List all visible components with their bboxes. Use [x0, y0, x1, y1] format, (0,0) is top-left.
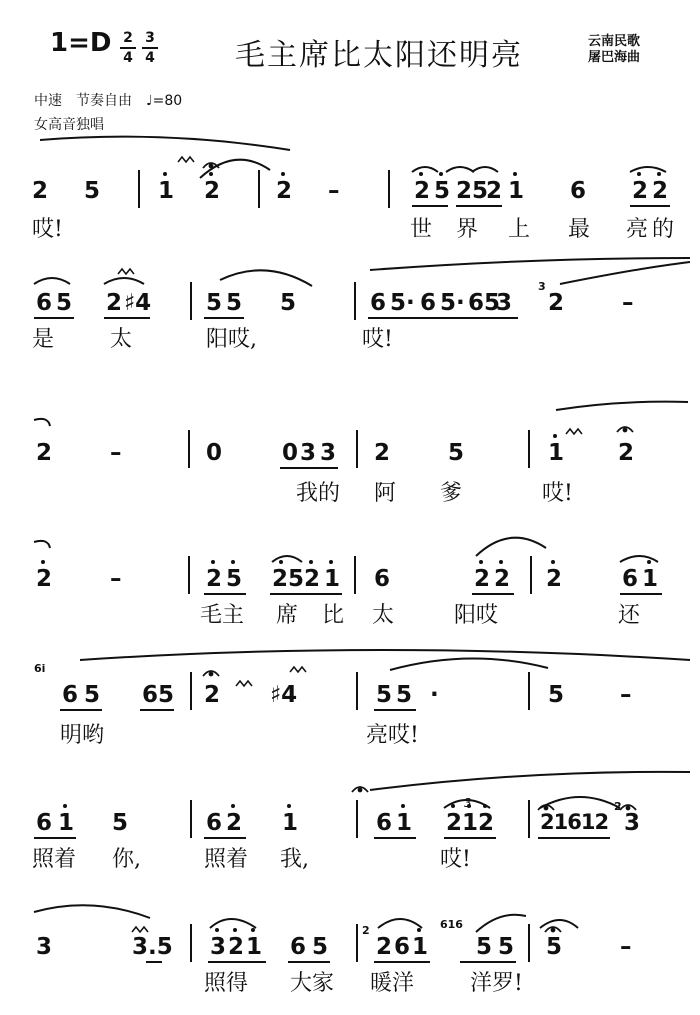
lyric: 我的 [296, 481, 341, 506]
note: 5· [390, 290, 415, 316]
barline [528, 672, 530, 710]
high-dot [451, 804, 455, 808]
barline [190, 672, 192, 710]
note: 2 [414, 178, 431, 204]
barline [528, 430, 530, 468]
note: 1 [412, 934, 429, 960]
note: 2 [226, 810, 243, 836]
lyric: 亮 [626, 217, 649, 242]
barline [528, 924, 530, 962]
note: 2 [376, 934, 393, 960]
high-dot [215, 928, 219, 932]
note: 6 [62, 682, 79, 708]
lyric: 阳哎, [206, 327, 257, 352]
barline [188, 556, 190, 594]
underline [204, 317, 244, 319]
barline [530, 556, 532, 594]
note: 6 [36, 290, 53, 316]
barline [356, 924, 358, 962]
note: 2 [474, 566, 491, 592]
note: 6 [622, 566, 639, 592]
grace-note: 6i [34, 662, 46, 675]
lyric: 的 [652, 217, 675, 242]
high-dot [401, 804, 405, 808]
note: 5 [546, 934, 563, 960]
note: 6 [370, 290, 387, 316]
high-dot [657, 172, 661, 176]
note: 1 [462, 810, 479, 836]
lyric: 明哟 [60, 723, 105, 748]
note: 5 [548, 682, 565, 708]
lyric: 哎! [440, 847, 471, 872]
barline [188, 430, 190, 468]
high-dot [417, 928, 421, 932]
note: 2 [618, 440, 635, 466]
high-dot [281, 172, 285, 176]
barline [356, 430, 358, 468]
lyric: 比 [322, 603, 345, 628]
high-dot [309, 560, 313, 564]
lyric: 界 [456, 217, 479, 242]
note: 1 [324, 566, 341, 592]
note: 65 [468, 290, 501, 316]
note: 25 [272, 566, 305, 592]
underline [374, 961, 430, 963]
underline [620, 593, 662, 595]
barline [354, 282, 356, 320]
note: 2 [36, 566, 53, 592]
barline [190, 800, 192, 838]
high-dot [251, 928, 255, 932]
note: 2 [206, 566, 223, 592]
underline [60, 709, 102, 711]
high-dot [479, 560, 483, 564]
underline [456, 205, 502, 207]
note: 5 [448, 440, 465, 466]
underline [204, 837, 246, 839]
underline [368, 317, 518, 319]
note: 5 [312, 934, 329, 960]
note: 1 [246, 934, 263, 960]
lyric: 太 [110, 327, 133, 352]
note: 5 [206, 290, 223, 316]
note: 6 [376, 810, 393, 836]
high-dot [163, 172, 167, 176]
note: 5 [226, 290, 243, 316]
note: 2 [32, 178, 49, 204]
note: 6 [420, 290, 437, 316]
note: 5 [476, 934, 493, 960]
lyric: 太 [372, 603, 395, 628]
note: 2 [494, 566, 511, 592]
note: 0 [206, 440, 223, 466]
note: 2 [106, 290, 123, 316]
lyric: 亮哎! [366, 723, 419, 748]
underline [460, 961, 516, 963]
barline [356, 800, 358, 838]
underline [374, 709, 416, 711]
note: 2 [276, 178, 293, 204]
time-sig-top: 3 [145, 30, 155, 46]
lyric: 你, [112, 847, 141, 872]
high-dot [647, 560, 651, 564]
barline [354, 556, 356, 594]
note: 3.5 [132, 934, 173, 960]
barline [258, 170, 260, 208]
note: 2 [228, 934, 245, 960]
note: 3 [300, 440, 317, 466]
note: 2 [486, 178, 503, 204]
note: 5 [84, 682, 101, 708]
underline [412, 205, 448, 207]
high-dot [231, 804, 235, 808]
high-dot [499, 560, 503, 564]
note: 5 [434, 178, 451, 204]
grace-note: 2 [614, 800, 622, 813]
credit-origin: 云南民歌 [588, 34, 641, 49]
note: 5 [56, 290, 73, 316]
barline [388, 170, 390, 208]
high-dot [63, 804, 67, 808]
note: 5 [280, 290, 297, 316]
high-dot [419, 172, 423, 176]
underline [270, 593, 342, 595]
barline [190, 924, 192, 962]
underline [538, 837, 610, 839]
barline [528, 800, 530, 838]
song-title: 毛主席比太阳还明亮 [235, 38, 523, 73]
lyric: 是 [32, 327, 55, 352]
key-signature: 1=D [50, 28, 112, 58]
underline [630, 205, 670, 207]
note: 5 [376, 682, 393, 708]
dash: – [622, 290, 634, 316]
dash: – [620, 682, 632, 708]
lyric: 我, [280, 847, 309, 872]
time-sig-top: 2 [123, 30, 133, 46]
note: 25 [456, 178, 489, 204]
underline [288, 961, 330, 963]
note: 2 [36, 440, 53, 466]
underline [34, 317, 74, 319]
high-dot [41, 560, 45, 564]
underline [472, 593, 514, 595]
high-dot [231, 560, 235, 564]
note: 65 [142, 682, 175, 708]
high-dot [329, 560, 333, 564]
lyric: 最 [568, 217, 591, 242]
note-dot: · [430, 682, 439, 708]
time-sig-bottom: 4 [123, 50, 133, 66]
high-dot [233, 928, 237, 932]
dash: – [328, 178, 340, 204]
note: ♯4 [124, 290, 152, 316]
underline [208, 961, 266, 963]
grace-note: 3 [538, 280, 546, 293]
lyric: 暖洋 [370, 971, 415, 996]
note: 5 [84, 178, 101, 204]
note: 1 [642, 566, 659, 592]
note: 3 [496, 290, 513, 316]
note: 3 [320, 440, 337, 466]
note: 3 [624, 810, 641, 836]
note: 2 [478, 810, 495, 836]
credit-composer: 屠巴海曲 [588, 50, 641, 65]
note: 1 [508, 178, 525, 204]
lyric: 大家 [290, 971, 335, 996]
barline [138, 170, 140, 208]
high-dot [279, 560, 283, 564]
underline [374, 837, 416, 839]
underline [204, 593, 246, 595]
high-dot [439, 172, 443, 176]
dash: – [110, 440, 122, 466]
high-dot [483, 804, 487, 808]
note: 6 [374, 566, 391, 592]
triplet-mark: 3 [464, 796, 472, 810]
note: 5 [112, 810, 129, 836]
note: 3 [210, 934, 227, 960]
high-dot [553, 434, 557, 438]
high-dot [211, 560, 215, 564]
tempo-marking: 中速 节奏自由 ♩=80 [34, 93, 183, 109]
underline [444, 837, 496, 839]
time-sig-bottom: 4 [145, 50, 155, 66]
note: 6 [206, 810, 223, 836]
high-dot [551, 560, 555, 564]
note: 5 [498, 934, 515, 960]
note: 2 [304, 566, 321, 592]
note: 2 [548, 290, 565, 316]
note: 5 [226, 566, 243, 592]
underline [140, 709, 174, 711]
note: 5· [440, 290, 465, 316]
lyric: 世 [410, 217, 433, 242]
note: 1 [548, 440, 565, 466]
lyric: 照得 [204, 971, 249, 996]
note: 6 [290, 934, 307, 960]
lyric: 照着 [204, 847, 249, 872]
high-dot [637, 172, 641, 176]
high-dot [287, 804, 291, 808]
lyric: 哎! [32, 217, 63, 242]
lyric: 哎! [362, 327, 393, 352]
underline [280, 467, 338, 469]
note: 2 [374, 440, 391, 466]
note: 2 [652, 178, 669, 204]
high-dot [209, 172, 213, 176]
note: 2 [446, 810, 463, 836]
note: 1 [58, 810, 75, 836]
lyric: 爹 [440, 481, 463, 506]
lyric: 上 [508, 217, 531, 242]
note: ♯4 [270, 682, 298, 708]
note: 2 [204, 682, 221, 708]
note: 6 [36, 810, 53, 836]
note: 2 [632, 178, 649, 204]
underline [104, 317, 150, 319]
note: 5 [396, 682, 413, 708]
lyric: 哎! [542, 481, 573, 506]
barline [190, 282, 192, 320]
note: 2 [204, 178, 221, 204]
lyric: 阳哎 [454, 603, 499, 628]
lyric: 阿 [374, 481, 397, 506]
note: 1 [396, 810, 413, 836]
note: 1 [282, 810, 299, 836]
lyric: 洋罗! [470, 971, 523, 996]
high-dot [513, 172, 517, 176]
note-group: 21612 [540, 810, 609, 834]
voice-marking: 女高音独唱 [34, 117, 104, 133]
underline [146, 961, 162, 963]
underline [34, 837, 76, 839]
note: 6 [394, 934, 411, 960]
note: 0 [282, 440, 299, 466]
grace-note: 2 [362, 924, 370, 937]
dash: – [620, 934, 632, 960]
note: 1 [158, 178, 175, 204]
lyric: 照着 [32, 847, 77, 872]
barline [356, 672, 358, 710]
note: 3 [36, 934, 53, 960]
lyric: 还 [618, 603, 641, 628]
lyric: 席 [276, 603, 299, 628]
grace-note: 616 [440, 918, 463, 931]
note: 2 [546, 566, 563, 592]
note: 6 [570, 178, 587, 204]
lyric: 毛主 [200, 603, 245, 628]
dash: – [110, 566, 122, 592]
